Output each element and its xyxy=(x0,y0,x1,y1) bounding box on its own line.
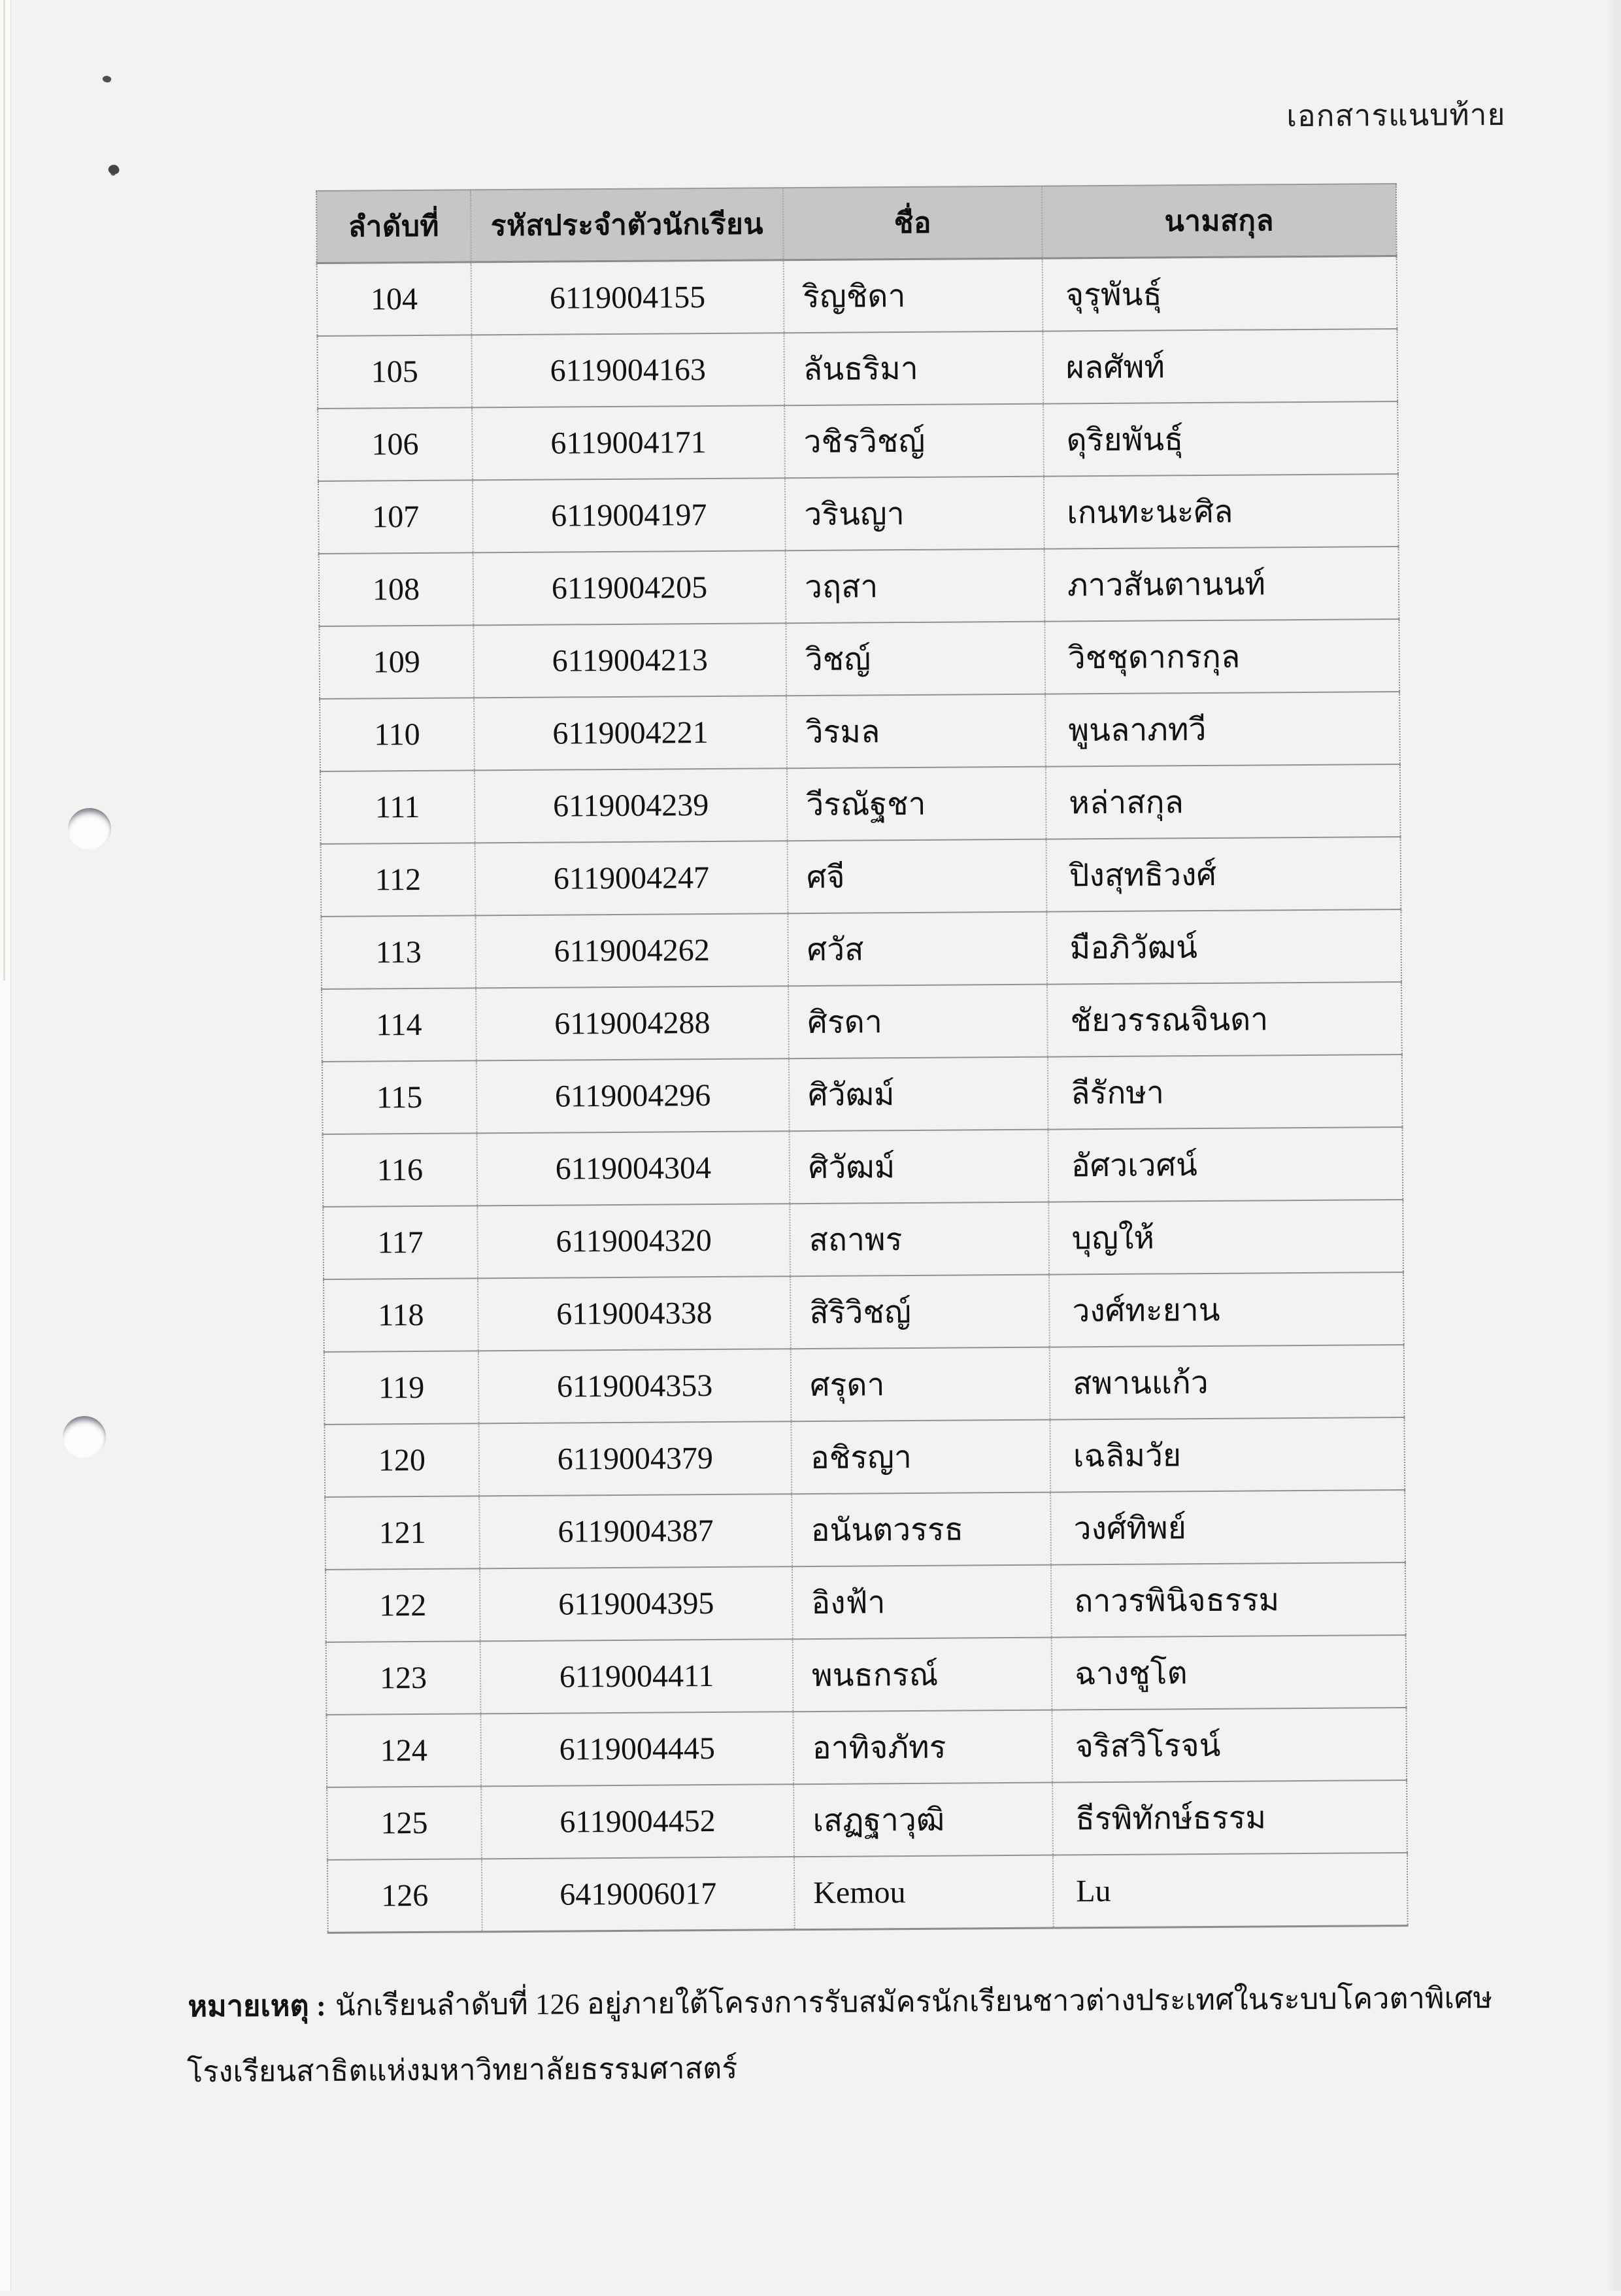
cell-student-id: 6119004338 xyxy=(478,1276,791,1351)
cell-first-name: วีรณัฐชา xyxy=(787,767,1046,841)
table-row xyxy=(321,909,1401,989)
cell-last-name: วิชชุดากรกุล xyxy=(1044,619,1399,694)
header-last-name: นามสกุล xyxy=(1042,184,1397,258)
cell-first-name: อิงฟ้า xyxy=(792,1565,1052,1640)
cell-first-name: สิริวิชญ์ xyxy=(790,1275,1050,1349)
cell-first-name: อนันตวรรธ xyxy=(792,1493,1051,1567)
table-row xyxy=(321,837,1401,917)
cell-first-name: วฤสา xyxy=(786,549,1045,624)
cell-last-name: ปิงสุทธิวงศ์ xyxy=(1046,837,1401,912)
cell-student-id: 6119004320 xyxy=(477,1204,790,1278)
cell-student-id: 6119004353 xyxy=(478,1349,792,1423)
cell-student-id: 6119004247 xyxy=(475,841,788,915)
table-body xyxy=(317,256,1408,1933)
cell-order-number: 126 xyxy=(327,1859,482,1933)
cell-first-name: ศรุดา xyxy=(791,1347,1050,1422)
cell-order-number: 121 xyxy=(325,1496,480,1570)
cell-student-id: 6119004379 xyxy=(478,1421,792,1496)
cell-last-name: ลีรักษา xyxy=(1048,1055,1403,1130)
cell-last-name: เฉลิมวัย xyxy=(1050,1417,1405,1493)
table-row xyxy=(323,1127,1403,1207)
student-table xyxy=(316,183,1409,1934)
cell-last-name: ชัยวรรณจินดา xyxy=(1047,982,1402,1057)
table-row xyxy=(326,1562,1406,1642)
cell-last-name: วงศ์ทะยาน xyxy=(1049,1272,1404,1347)
cell-first-name: ลันธริมา xyxy=(784,331,1043,406)
cell-first-name: อาทิจภัทร xyxy=(793,1710,1052,1785)
footnote-line1 xyxy=(188,1974,1493,2029)
corner-label: เอกสารแนบท้าย xyxy=(1286,97,1506,133)
cell-first-name: วรินญา xyxy=(785,477,1044,551)
cell-last-name: Lu xyxy=(1053,1853,1408,1928)
table-row xyxy=(320,764,1401,844)
table-row xyxy=(326,1635,1407,1715)
cell-student-id: 6119004395 xyxy=(480,1566,793,1641)
cell-student-id: 6119004411 xyxy=(480,1639,794,1714)
cell-order-number: 117 xyxy=(323,1206,478,1279)
cell-order-number: 105 xyxy=(317,335,472,409)
cell-student-id: 6119004205 xyxy=(473,550,786,625)
table-row xyxy=(324,1345,1405,1425)
cell-last-name: อัศวเวศน์ xyxy=(1048,1127,1403,1202)
cell-order-number: 113 xyxy=(321,915,476,989)
header-order-number: ลำดับที่ xyxy=(316,190,471,263)
table-row xyxy=(319,547,1399,626)
footnote-label: หมายเหตุ : xyxy=(188,1989,327,2023)
cell-student-id: 6119004171 xyxy=(472,405,785,480)
cell-order-number: 112 xyxy=(321,843,476,917)
cell-first-name: เสฏฐาวุฒิ xyxy=(794,1783,1053,1857)
cell-first-name: สถาพร xyxy=(790,1202,1049,1277)
cell-last-name: ผลศัพท์ xyxy=(1043,329,1397,404)
table-header xyxy=(316,184,1397,263)
cell-order-number: 125 xyxy=(327,1786,482,1860)
cell-first-name: Kemou xyxy=(794,1855,1054,1930)
cell-last-name: เกนทะนะศิล xyxy=(1044,474,1399,549)
cell-last-name: ฉางชูโต xyxy=(1052,1635,1407,1710)
cell-order-number: 116 xyxy=(323,1133,478,1207)
cell-last-name: จริสวิโรจน์ xyxy=(1052,1708,1407,1783)
cell-order-number: 109 xyxy=(319,625,474,699)
cell-last-name: ภาวสันตานนท์ xyxy=(1044,547,1399,622)
table-row xyxy=(317,329,1397,409)
cell-order-number: 118 xyxy=(324,1278,478,1352)
cell-student-id: 6119004296 xyxy=(476,1058,790,1133)
cell-order-number: 107 xyxy=(318,480,473,554)
header-student-id: รหัสประจำตัวนักเรียน xyxy=(471,188,784,262)
table-row xyxy=(319,619,1399,699)
table-row xyxy=(327,1853,1408,1933)
cell-first-name: ศจี xyxy=(788,839,1047,914)
cell-first-name: วชิรวิชญ์ xyxy=(784,404,1044,479)
cell-order-number: 115 xyxy=(322,1060,477,1134)
table-row xyxy=(320,692,1400,771)
header-first-name: ชื่อ xyxy=(783,186,1043,260)
cell-last-name: จุรุพันธุ์ xyxy=(1043,256,1397,331)
cell-last-name: บุญให้ xyxy=(1048,1200,1403,1275)
table-row xyxy=(325,1490,1405,1570)
cell-order-number: 123 xyxy=(326,1641,481,1715)
cell-student-id: 6119004197 xyxy=(473,478,786,552)
cell-order-number: 104 xyxy=(317,262,472,336)
footnote-text: นักเรียนลำดับที่ 126 อยู่ภายใต้โครงการรับสมัครนักเรียนชาวต่างประเทศในระบบโควตาพิเศษ xyxy=(335,1982,1493,2022)
cell-last-name: ถาวรพินิจธรรม xyxy=(1051,1562,1406,1638)
cell-last-name: พูนลาภทวี xyxy=(1045,692,1400,767)
cell-first-name: ศิรดา xyxy=(788,985,1048,1059)
cell-last-name: มือภิวัฒน์ xyxy=(1046,909,1401,985)
table-row xyxy=(322,1055,1403,1134)
cell-first-name: วิชญ์ xyxy=(786,622,1045,696)
cell-student-id: 6119004213 xyxy=(473,623,786,698)
table-row xyxy=(327,1780,1407,1860)
cell-student-id: 6119004262 xyxy=(475,913,788,988)
cell-order-number: 120 xyxy=(324,1423,479,1497)
cell-student-id: 6419006017 xyxy=(482,1857,795,1932)
cell-last-name: สพานแก้ว xyxy=(1050,1345,1405,1420)
cell-last-name: วงศ์ทิพย์ xyxy=(1050,1490,1405,1565)
cell-student-id: 6119004155 xyxy=(471,260,784,335)
table-row xyxy=(318,474,1399,554)
footnote-line2: โรงเรียนสาธิตแห่งมหาวิทยาลัยธรรมศาสตร์ xyxy=(186,2051,738,2089)
cell-order-number: 108 xyxy=(319,552,474,626)
cell-order-number: 106 xyxy=(318,407,473,481)
cell-first-name: ริญชิดา xyxy=(784,258,1043,333)
cell-last-name: ดุริยพันธุ์ xyxy=(1043,401,1398,477)
cell-order-number: 119 xyxy=(324,1351,479,1425)
cell-order-number: 122 xyxy=(326,1568,480,1642)
cell-first-name: ศิวัฒม์ xyxy=(789,1057,1048,1132)
cell-student-id: 6119004163 xyxy=(471,333,784,407)
table-row xyxy=(318,401,1398,481)
table-row xyxy=(322,982,1402,1062)
cell-first-name: อชิรญา xyxy=(791,1420,1050,1494)
header-row xyxy=(316,184,1397,263)
cell-first-name: พนธกรณ์ xyxy=(793,1638,1052,1712)
table-row xyxy=(317,256,1397,336)
cell-student-id: 6119004239 xyxy=(475,768,788,843)
cell-student-id: 6119004387 xyxy=(479,1494,792,1568)
cell-first-name: ศิวัฒม์ xyxy=(790,1130,1049,1204)
cell-order-number: 114 xyxy=(322,988,476,1062)
cell-order-number: 110 xyxy=(320,698,475,771)
cell-student-id: 6119004221 xyxy=(474,696,787,770)
cell-first-name: วิรมล xyxy=(786,694,1046,769)
cell-student-id: 6119004288 xyxy=(476,986,789,1060)
cell-student-id: 6119004445 xyxy=(480,1712,794,1786)
cell-order-number: 111 xyxy=(320,770,475,844)
cell-last-name: หล่าสกุล xyxy=(1046,764,1401,839)
cell-student-id: 6119004452 xyxy=(481,1784,794,1859)
cell-first-name: ศวัส xyxy=(788,912,1047,987)
cell-last-name: ธีรพิทักษ์ธรรม xyxy=(1052,1780,1407,1855)
table-row xyxy=(323,1200,1403,1279)
table-row xyxy=(324,1417,1405,1497)
table-row xyxy=(326,1708,1407,1787)
cell-order-number: 124 xyxy=(326,1714,481,1787)
cell-student-id: 6119004304 xyxy=(477,1131,790,1206)
table-row xyxy=(324,1272,1404,1352)
